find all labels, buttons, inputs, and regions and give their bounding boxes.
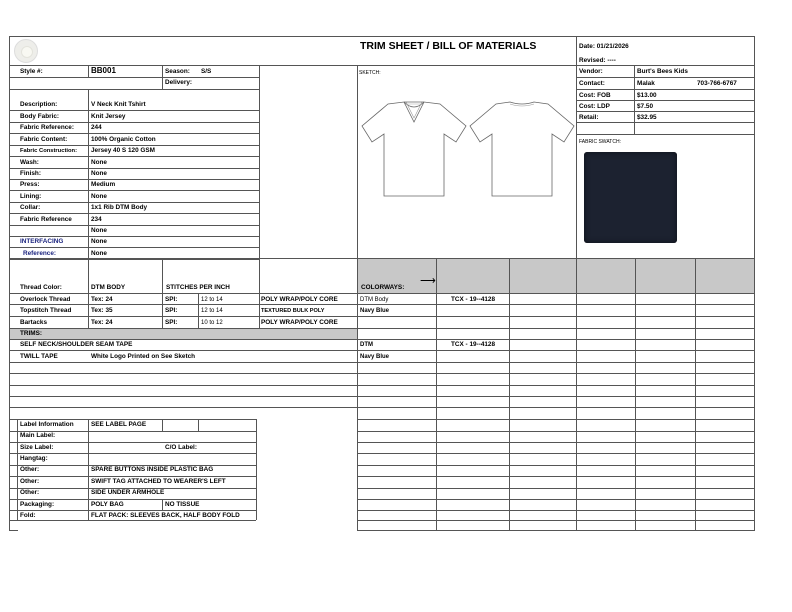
col-line: [357, 258, 358, 328]
colorway-name: DTM: [360, 342, 373, 348]
row-line: [9, 293, 357, 294]
spec-label: Reference:: [23, 250, 57, 257]
retail-label: Retail:: [579, 114, 599, 121]
colorways-label: COLORWAYS:: [361, 284, 405, 291]
main-label: Main Label:: [20, 432, 56, 439]
sketch-label: SKETCH:: [359, 70, 381, 76]
spec-value: None: [91, 250, 107, 257]
date-label: Date: 01/21/2026: [579, 43, 629, 50]
row-line: [9, 339, 357, 340]
row-line: [9, 396, 357, 397]
row-line: [357, 520, 755, 521]
spec-label: Fabric Construction:: [20, 148, 78, 154]
other-label: Other:: [20, 466, 40, 473]
other-label: Other:: [20, 478, 40, 485]
row-line: [9, 373, 357, 374]
packaging-value-2: NO TISSUE: [165, 501, 200, 508]
row-line: [9, 110, 259, 111]
contact-label: Contact:: [579, 80, 605, 87]
spec-value: 234: [91, 216, 102, 223]
row-line: [357, 465, 755, 466]
spec-label: Finish:: [20, 170, 41, 177]
row-line: [357, 339, 755, 340]
row-line: [9, 156, 259, 157]
row-line: [357, 350, 755, 351]
trim-desc: White Logo Printed on See Sketch: [91, 353, 196, 360]
ldp-label: Cost: LDP: [579, 103, 610, 110]
trim-name: TWILL TAPE: [20, 353, 58, 360]
corner-mark: [9, 530, 18, 531]
col-line: [162, 65, 163, 89]
season-value: S/S: [201, 68, 212, 75]
spec-value: None: [91, 170, 107, 177]
row-line: [357, 385, 755, 386]
spec-label: Wash:: [20, 159, 39, 166]
col-line: [88, 89, 89, 258]
row-line: [9, 304, 357, 305]
row-line: [9, 133, 259, 134]
row-line: [9, 328, 357, 329]
row-line: [9, 236, 259, 237]
col-line: [17, 419, 18, 520]
row-line: [357, 328, 755, 329]
thread-spi-label: SPI:: [165, 319, 178, 326]
row-line: [357, 316, 755, 317]
colorway-code: TCX - 19--4128: [451, 341, 496, 348]
thread-tex: Tex: 24: [91, 319, 113, 326]
revised-label: Revised: ----: [579, 57, 616, 64]
fabric-swatch-label: FABRIC SWATCH:: [579, 139, 621, 145]
col-line: [256, 419, 257, 520]
row-line: [9, 453, 256, 454]
vendor-value: Burt's Bees Kids: [637, 68, 688, 75]
right-border: [754, 36, 755, 530]
row-line: [9, 247, 259, 248]
delivery-label: Delivery:: [165, 79, 192, 86]
thread-range: 12 to 14: [201, 308, 223, 314]
thread-range: 10 to 12: [201, 320, 223, 326]
spec-value: 1x1 Rib DTM Body: [91, 204, 148, 211]
row-line: [357, 499, 755, 500]
row-line: [357, 510, 755, 511]
spec-label: Fabric Reference:: [20, 124, 74, 131]
row-line: [9, 122, 259, 123]
colorway-name: Navy Blue: [360, 354, 390, 360]
brand-logo: [14, 39, 38, 63]
row-line: [9, 202, 259, 203]
thread-name: Topstitch Thread: [20, 307, 72, 314]
row-line: [9, 145, 259, 146]
row-line: [9, 213, 259, 214]
row-line: [357, 304, 755, 305]
spec-value: None: [91, 238, 107, 245]
trim-name: SELF NECK/SHOULDER SEAM TAPE: [20, 341, 133, 348]
top-border: [9, 36, 754, 37]
row-line: [9, 510, 256, 511]
bottom-border: [357, 530, 755, 531]
row-line: [9, 259, 259, 260]
spec-label: Lining:: [20, 193, 42, 200]
thread-type: POLY WRAP/POLY CORE: [261, 296, 338, 303]
colorway-code: TCX - 19--4128: [451, 296, 496, 303]
row-line: [9, 499, 256, 500]
season-label: Season:: [165, 68, 190, 75]
spec-value: Knit Jersey: [91, 113, 126, 120]
fob-label: Cost: FOB: [579, 92, 611, 99]
vendor-label: Vendor:: [579, 68, 603, 75]
thread-type: POLY WRAP/POLY CORE: [261, 319, 338, 326]
row-line: [357, 362, 755, 363]
col-line: [198, 419, 199, 431]
row-line: [357, 396, 755, 397]
row-line: [9, 520, 256, 521]
row-line: [357, 476, 755, 477]
row-line: [357, 431, 755, 432]
trims-label: TRIMS:: [20, 330, 43, 337]
spec-value: Jersey 40 S 120 GSM: [91, 147, 155, 154]
fob-value: $13.00: [637, 92, 657, 99]
other-value: SPARE BUTTONS INSIDE PLASTIC BAG: [91, 466, 214, 473]
ldp-value: $7.50: [637, 103, 653, 110]
label-info-value: SEE LABEL PAGE: [91, 421, 147, 428]
spec-label: Press:: [20, 181, 40, 188]
row-line: [357, 453, 755, 454]
style-value: BB001: [91, 66, 116, 75]
thread-spi-label: SPI:: [165, 307, 178, 314]
packaging-label: Packaging:: [20, 501, 55, 508]
thread-name: Bartacks: [20, 319, 48, 326]
spec-value: Medium: [91, 181, 116, 188]
row-line: [357, 293, 755, 294]
trims-header-band: [10, 328, 357, 339]
col-line: [88, 65, 89, 77]
row-line: [9, 476, 256, 477]
row-line: [357, 442, 755, 443]
row-line: [9, 89, 259, 90]
spec-label: Collar:: [20, 204, 41, 211]
row-line: [9, 225, 259, 226]
row-line: [9, 442, 256, 443]
row-line: [357, 419, 755, 420]
col-line: [162, 419, 163, 431]
row-line: [9, 407, 357, 408]
other-label: Other:: [20, 489, 40, 496]
row-line: [9, 316, 357, 317]
thread-color-label: Thread Color:: [20, 284, 62, 291]
spec-value: None: [91, 159, 107, 166]
other-value: SIDE UNDER ARMHOLE: [91, 489, 165, 496]
arrow-icon: ⟶: [420, 275, 436, 287]
retail-value: $32.95: [637, 114, 657, 121]
thread-type: TEXTURED BULK POLY: [261, 308, 325, 314]
co-label: C/O Label:: [165, 444, 197, 451]
spec-label: INTERFACING: [20, 238, 64, 245]
thread-range: 12 to 14: [201, 297, 223, 303]
col-line: [576, 36, 577, 258]
contact-phone: 703-766-6767: [697, 80, 737, 87]
contact-name: Malak: [637, 80, 655, 87]
thread-tex: Tex: 24: [91, 296, 113, 303]
spec-value: 244: [91, 124, 102, 131]
size-label: Size Label:: [20, 444, 54, 451]
row-line: [357, 488, 755, 489]
spec-value: 100% Organic Cotton: [91, 136, 156, 143]
row-line: [9, 190, 259, 191]
sketch-front-tshirt: [360, 100, 468, 200]
row-line: [9, 419, 256, 420]
fold-label: Fold:: [20, 512, 36, 519]
thread-color-value: DTM BODY: [91, 284, 126, 291]
fold-value: FLAT PACK: SLEEVES BACK, HALF BODY FOLD: [91, 512, 240, 519]
hangtag-label: Hangtag:: [20, 455, 48, 462]
row-line: [9, 179, 259, 180]
packaging-value: POLY BAG: [91, 501, 124, 508]
sketch-back-tshirt: [468, 100, 576, 200]
col-line: [259, 65, 260, 258]
spec-label: Fabric Reference: [20, 216, 72, 223]
spec-value: None: [91, 227, 107, 234]
row-line: [9, 168, 259, 169]
thread-name: Overlock Thread: [20, 296, 71, 303]
colorway-name: Navy Blue: [360, 308, 390, 314]
spec-value: None: [91, 193, 107, 200]
row-line: [9, 362, 357, 363]
row-line: [357, 407, 755, 408]
row-line: [9, 350, 357, 351]
spec-value: V Neck Knit Tshirt: [91, 101, 146, 108]
fabric-swatch: [584, 152, 677, 243]
thread-tex: Tex: 35: [91, 307, 113, 314]
col-line: [259, 258, 260, 328]
col-line: [88, 419, 89, 520]
colorway-name: DTM Body: [360, 297, 389, 303]
spec-label: Body Fabric:: [20, 113, 60, 120]
spec-label: Fabric Content:: [20, 136, 68, 143]
stitches-label: STITCHES PER INCH: [166, 284, 230, 291]
thread-spi-label: SPI:: [165, 296, 178, 303]
page-title: TRIM SHEET / BILL OF MATERIALS: [360, 40, 537, 52]
other-value: SWIFT TAG ATTACHED TO WEARER'S LEFT: [91, 478, 226, 485]
corner-mark: [9, 512, 10, 530]
spec-label: Description:: [20, 101, 58, 108]
row-line: [9, 77, 259, 78]
row-line: [357, 373, 755, 374]
row-line: [9, 385, 357, 386]
label-info-label: Label Information: [20, 421, 74, 428]
style-label: Style #:: [20, 68, 43, 75]
col-line: [162, 499, 163, 510]
row-line: [9, 65, 755, 66]
